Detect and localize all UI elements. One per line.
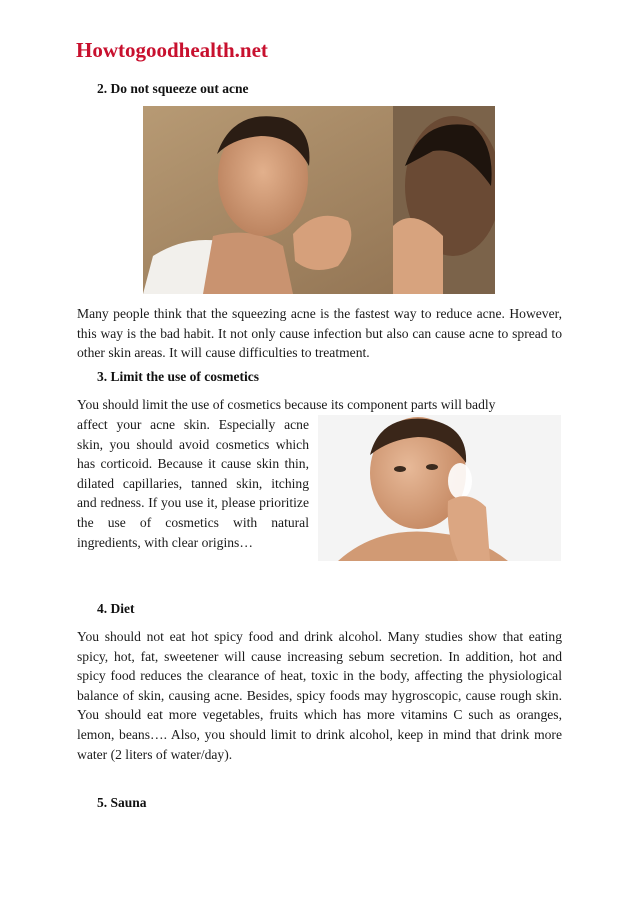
- heading-sauna: 5. Sauna: [97, 795, 147, 810]
- paragraph-diet: You should not eat hot spicy food and drink alcohol. Many studies show that eating spicy, hot, fat, sweetener will cause increasing sebum secretion. In addition, hot and spicy food reduces the clearance of heat, toxic in the body, affecting the physiological balance of skin, causing acne. Besides, spicy foods may hygroscopic, cause rough skin. You should eat more vegetables, fruits which has more vitamins C such as oranges, lemon, beans…. Also, you should limit to drink alcohol, keep in mind that drink more water (2 liters of water/day).: [77, 629, 562, 762]
- man-checking-chin-in-mirror-photo: [143, 106, 495, 294]
- heading-diet: 4. Diet: [97, 601, 135, 616]
- heading-limit-cosmetics: 3. Limit the use of cosmetics: [97, 369, 259, 384]
- heading-do-not-squeeze: 2. Do not squeeze out acne: [97, 81, 249, 96]
- site-title: Howtogoodhealth.net: [76, 38, 268, 62]
- man-applying-cream-photo: [318, 415, 561, 561]
- paragraph-cosmetics-top: You should limit the use of cosmetics because its component parts will badly: [77, 397, 496, 412]
- paragraph-squeeze: Many people think that the squeezing acne is the fastest way to reduce acne. However, this way is the bad habit. It not only cause infection but also can cause acne to spread to other skin areas. It will cause difficulties to treatment.: [77, 306, 562, 361]
- paragraph-cosmetics-wrap: affect your acne skin. Especially acne skin, you should avoid cosmetics which has corticoid. Because it cause skin thin, dilated capillaries, tanned skin, itching and redness. If you use it, please prioritize the use of cosmetics with natural ingredients, with clear origins…: [77, 417, 309, 550]
